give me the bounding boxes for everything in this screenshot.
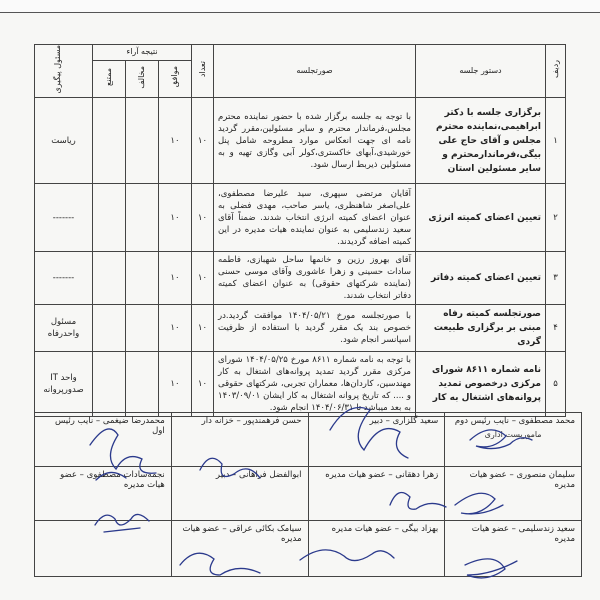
signature-cell: ابوالفضل فراهانی – دبیر (171, 467, 308, 521)
abstain-cell (93, 252, 126, 305)
agree-cell: ۱۰ (159, 184, 192, 252)
abstain-cell (93, 305, 126, 352)
signature-cell: محمد مصطفوی – نایب رئیس دوم مامورپست اداری (445, 413, 582, 467)
follow-up-cell: ------- (35, 184, 93, 252)
col-count: تعداد (192, 45, 214, 98)
signature-cell: سعید گلزاری – دبیر (308, 413, 445, 467)
row-number: ۴ (546, 305, 566, 352)
count-cell: ۱۰ (192, 252, 214, 305)
col-disagree: مخالف (126, 60, 159, 98)
follow-up-cell: ریاست (35, 98, 93, 184)
minutes-cell: با توجه به جلسه برگزار شده با حضور نماینده محترم مجلس،فرماندار محترم و سایر مسئولین،مقرر گردید نامه ای جهت انعکاس موارد مطروحه شامل پنل خورشیدی،آبهای خاکستری،کولر آبی وگازی تهیه و به مسئولین ذیربط ارسال شود. (214, 98, 416, 184)
follow-up-cell: مسئول واحدرفاه (35, 305, 93, 352)
abstain-cell (93, 98, 126, 184)
agree-cell: ۱۰ (159, 252, 192, 305)
count-cell: ۱۰ (192, 98, 214, 184)
signature-row (35, 413, 582, 467)
count-cell: ۱۰ (192, 184, 214, 252)
col-result-group: نتیجه آراء (93, 45, 192, 61)
minutes-table (34, 44, 566, 417)
row-number: ۵ (546, 352, 566, 417)
row-number: ۱ (546, 98, 566, 184)
col-agenda: دستور جلسه (416, 45, 546, 98)
disagree-cell (126, 184, 159, 252)
minutes-cell: آقای بهروز رزین و خانمها ساحل شهبازی، فاطمه سادات حسینی و زهرا عاشوری وآقای موسی حسنی (نماینده شرکتهای حقوقی) به عنوان اعضای کمیته دفاتر انتخاب شدند. (214, 252, 416, 305)
signature-table (34, 412, 582, 577)
disagree-cell (126, 98, 159, 184)
disagree-cell (126, 352, 159, 417)
signature-cell: نجمه‌سادات مصطفوی – عضو هیات مدیره (35, 467, 172, 521)
follow-up-cell: ------- (35, 252, 93, 305)
minutes-cell: با صورتجلسه مورخ ۱۴۰۴/۰۵/۲۱ موافقت گردید.در خصوص بند یک مقرر گردید با استفاده از ظرفیت اسپانسر انجام شود. (214, 305, 416, 352)
agree-cell: ۱۰ (159, 352, 192, 417)
disagree-cell (126, 252, 159, 305)
disagree-cell (126, 305, 159, 352)
header-strip (0, 0, 600, 13)
agree-cell: ۱۰ (159, 305, 192, 352)
table-row (35, 184, 566, 252)
row-number: ۳ (546, 252, 566, 305)
minutes-cell: آقایان مرتضی سپهری، سید علیرضا مصطفوی، علی‌اصغر شاهنظری، یاسر صاحب، مهدی فضلی به عنوان اعضای کمیته انرژی انتخاب شدند. ضمناً آقای سعید زندسلیمی به عنوان نماینده هیات مدیره در این کمیته اضافه گردیدند. (214, 184, 416, 252)
col-agree: موافق (159, 60, 192, 98)
abstain-cell (93, 184, 126, 252)
signature-cell: سعید زندسلیمی – عضو هیات مدیره (445, 521, 582, 577)
minutes-cell: با توجه به نامه شماره ۸۶۱۱ مورخ ۱۴۰۴/۰۵/۲۵ شورای مرکزی مقرر گردید تمدید پروانه‌های اشتغال به کار مهندسین، کاردان‌ها، معماران تجربی، شرکتهای حقوقی و .... که تاریخ پروانه اشتغال به کار ایشان ۱۴۰۳/۰۹/۰۱ به بعد میباشد تا ۱۴۰۴/۰۶/۳۱ انجام شود. (214, 352, 416, 417)
abstain-cell (93, 352, 126, 417)
agenda-cell: صورتجلسه کمیته رفاه مبنی بر برگزاری طبیعت گردی (416, 305, 546, 352)
count-cell: ۱۰ (192, 305, 214, 352)
signature-cell: زهرا دهقانی – عضو هیات مدیره (308, 467, 445, 521)
agree-cell: ۱۰ (159, 98, 192, 184)
signature-cell (35, 521, 172, 577)
agenda-cell: تعیین اعضای کمیته انرژی (416, 184, 546, 252)
col-follow-up: مسئول پیگیری (35, 45, 93, 98)
table-row (35, 305, 566, 352)
agenda-cell: برگزاری جلسه با دکتر ابراهیمی،نماینده محترم مجلس و آقای حاج علی بیگی،فرماندارمحترم و سایر مسئولین استان (416, 98, 546, 184)
col-abstain: ممتنع (93, 60, 126, 98)
table-row (35, 252, 566, 305)
table-row (35, 352, 566, 417)
count-cell: ۱۰ (192, 352, 214, 417)
table-row (35, 98, 566, 184)
signature-cell: سلیمان منصوری – عضو هیات مدیره (445, 467, 582, 521)
signature-cell: محمدرضا ضیغمی – نایب رئیس اول (35, 413, 172, 467)
col-row: ردیف (546, 45, 566, 98)
col-minutes: صورتجلسه (214, 45, 416, 98)
agenda-cell: تعیین اعضای کمیته دفاتر (416, 252, 546, 305)
signature-row (35, 521, 582, 577)
follow-up-cell: واحد IT صدورپروانه (35, 352, 93, 417)
agenda-cell: نامه شماره ۸۶۱۱ شورای مرکزی درخصوص تمدید پروانه‌های اشتغال به کار (416, 352, 546, 417)
row-number: ۲ (546, 184, 566, 252)
signature-row (35, 467, 582, 521)
signature-cell: سیامک بکائی عراقی – عضو هیات مدیره (171, 521, 308, 577)
signature-cell: بهزاد بیگی – عضو هیات مدیره (308, 521, 445, 577)
signature-cell: حسن فرهمندپور – خزانه دار (171, 413, 308, 467)
